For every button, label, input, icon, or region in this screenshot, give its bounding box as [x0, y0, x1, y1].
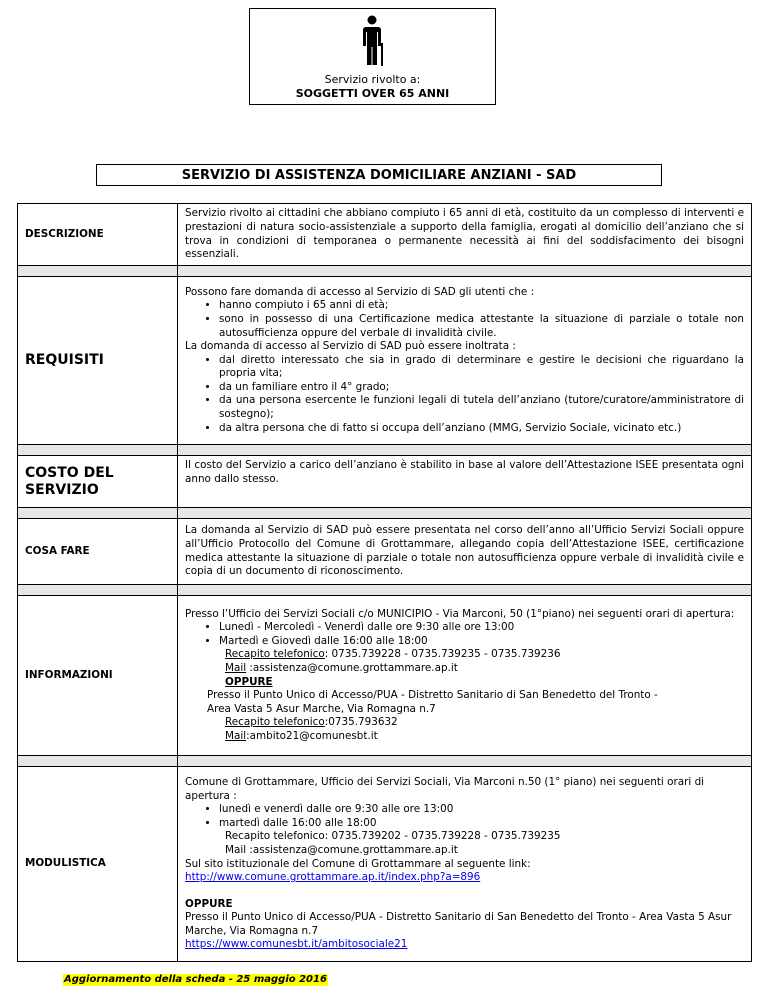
service-info-table — [17, 203, 752, 962]
list-item: • Martedì e Giovedì dalle 16:00 alle 18:00 — [219, 635, 744, 649]
row-costo — [18, 456, 752, 508]
text-descrizione: Servizio rivolto ai cittadini che abbiano compiuto i 65 anni di età, costituito da un complesso di interventi e prestazioni di natura socio-assistenziale a supporto della famiglia, erogati al domicilio dell’anziano che si trova in condizioni di temporanea o permanente necessità ai fini del soddisfacimento dei bisogni essenziali. — [178, 204, 752, 266]
pua-mail — [185, 730, 744, 744]
mail-label: Mail — [225, 729, 247, 742]
row-informazioni — [18, 596, 752, 756]
phone-value: : 0735.739228 - 0735.739235 - 0735.739236 — [324, 648, 561, 661]
modulistica-site-text: Sul sito istituzionale del Comune di Grottammare al seguente link: — [185, 857, 531, 870]
list-item: • sono in possesso di una Certificazione medica attestante la situazione di parziale o totale non autosufficienza oppure del verbale di invalidità civile. — [219, 313, 744, 340]
service-target-value: SOGGETTI OVER 65 ANNI — [295, 87, 450, 100]
row-modulistica — [18, 767, 752, 962]
informazioni-mail — [185, 662, 744, 676]
service-target-box — [249, 8, 496, 105]
modulistica-pua: Presso il Punto Unico di Accesso/PUA - Distretto Sanitario di San Benedetto del Tronto - Area Vasta 5 Asur Marche, Via Romagna n.7 — [185, 911, 732, 937]
label-modulistica: MODULISTICA — [18, 767, 178, 962]
row-requisiti — [18, 277, 752, 445]
update-date-footer: Aggiornamento della scheda - 25 maggio 2016 — [64, 974, 327, 985]
list-item: • da altra persona che di fatto si occupa dell’anziano (MMG, Servizio Sociale, vicinato etc.) — [219, 422, 744, 436]
separator-row — [18, 266, 752, 277]
list-item: • da un familiare entro il 4° grado; — [219, 381, 744, 395]
label-informazioni: INFORMAZIONI — [18, 596, 178, 756]
oppure-label: OPPURE — [185, 897, 233, 910]
comune-grottammare-link[interactable]: http://www.comune.grottammare.ap.it/index.php?a=896 — [185, 871, 481, 884]
mail-label: Mail — [225, 661, 247, 674]
row-cosa-fare — [18, 519, 752, 585]
list-item: • hanno compiuto i 65 anni di età; — [219, 299, 744, 313]
elderly-person-with-cane-icon — [360, 15, 386, 67]
pua-line-2: Area Vasta 5 Asur Marche, Via Romagna n.7 — [207, 702, 436, 715]
label-cosa-fare: COSA FARE — [18, 519, 178, 585]
separator-row — [18, 756, 752, 767]
ambito-sociale-link[interactable]: https://www.comunesbt.it/ambitosociale21 — [185, 938, 408, 951]
modulistica-mail: Mail :assistenza@comune.grottammare.ap.it — [225, 843, 458, 856]
pua-line-1: Presso il Punto Unico di Accesso/PUA - Distretto Sanitario di San Benedetto del Tronto - — [207, 689, 658, 702]
cell-informazioni — [178, 596, 752, 756]
list-item: • Lunedì - Mercoledì - Venerdì dalle ore 9:30 alle ore 13:00 — [219, 621, 744, 635]
informazioni-phone — [185, 648, 744, 662]
phone-label: Recapito telefonico — [225, 716, 325, 729]
cell-requisiti — [178, 277, 752, 445]
requisiti-list-1 — [185, 299, 744, 340]
informazioni-hours-list — [185, 621, 744, 648]
page-title: SERVIZIO DI ASSISTENZA DOMICILIARE ANZIANI - SAD — [96, 164, 662, 186]
modulistica-hours-list — [185, 803, 744, 830]
informazioni-intro: Presso l’Ufficio dei Servizi Sociali c/o MUNICIPIO - Via Marconi, 50 (1°piano) nei seguenti orari di apertura: — [185, 607, 735, 620]
separator-row — [18, 508, 752, 519]
separator-row — [18, 585, 752, 596]
row-descrizione — [18, 204, 752, 266]
modulistica-intro: Comune di Grottammare, Ufficio dei Servizi Sociali, Via Marconi n.50 (1° piano) nei seguenti orari di apertura : — [185, 775, 705, 802]
requisiti-list-2 — [185, 354, 744, 436]
phone-value: :0735.793632 — [324, 716, 398, 729]
requisiti-intro-2: La domanda di accesso al Servizio di SAD può essere inoltrata : — [185, 340, 516, 353]
label-requisiti: REQUISITI — [18, 277, 178, 445]
mail-value: :assistenza@comune.grottammare.ap.it — [246, 661, 458, 674]
oppure-label: OPPURE — [225, 675, 273, 688]
list-item: • dal diretto interessato che sia in grado di determinare e gestire le decisioni che riguardano la propria vita; — [219, 354, 744, 381]
mail-value: :ambito21@comunesbt.it — [246, 729, 378, 742]
requisiti-intro: Possono fare domanda di accesso al Servizio di SAD gli utenti che : — [185, 285, 535, 298]
cell-modulistica — [178, 767, 752, 962]
phone-label: Recapito telefonico — [225, 648, 325, 661]
separator-row — [18, 445, 752, 456]
pua-phone — [185, 716, 744, 730]
list-item: • lunedì e venerdì dalle ore 9:30 alle ore 13:00 — [219, 803, 744, 817]
list-item: • da una persona esercente le funzioni legali di tutela dell’anziano (tutore/curatore/amministratore di sostegno); — [219, 394, 744, 421]
modulistica-phone: Recapito telefonico: 0735.739202 - 0735.739228 - 0735.739235 — [225, 830, 561, 843]
text-cosa-fare: La domanda al Servizio di SAD può essere presentata nel corso dell’anno all’Ufficio Servizi Sociali oppure all’Ufficio Protocollo del Comune di Grottammare, allegando copia dell’Attestazione ISEE, certificazione medica attestante la situazione di parziale o totale non autosufficienza oppure verbale di invalidità civile e copia di un documento di riconoscimento. — [178, 519, 752, 585]
label-descrizione: DESCRIZIONE — [18, 204, 178, 266]
label-costo: COSTO DEL SERVIZIO — [18, 456, 178, 508]
text-costo: Il costo del Servizio a carico dell’anziano è stabilito in base al valore dell’Attestazione ISEE presentata ogni anno dallo stesso. — [178, 456, 752, 508]
list-item: • martedì dalle 16:00 alle 18:00 — [219, 817, 744, 831]
service-target-label: Servizio rivolto a: — [324, 73, 421, 86]
